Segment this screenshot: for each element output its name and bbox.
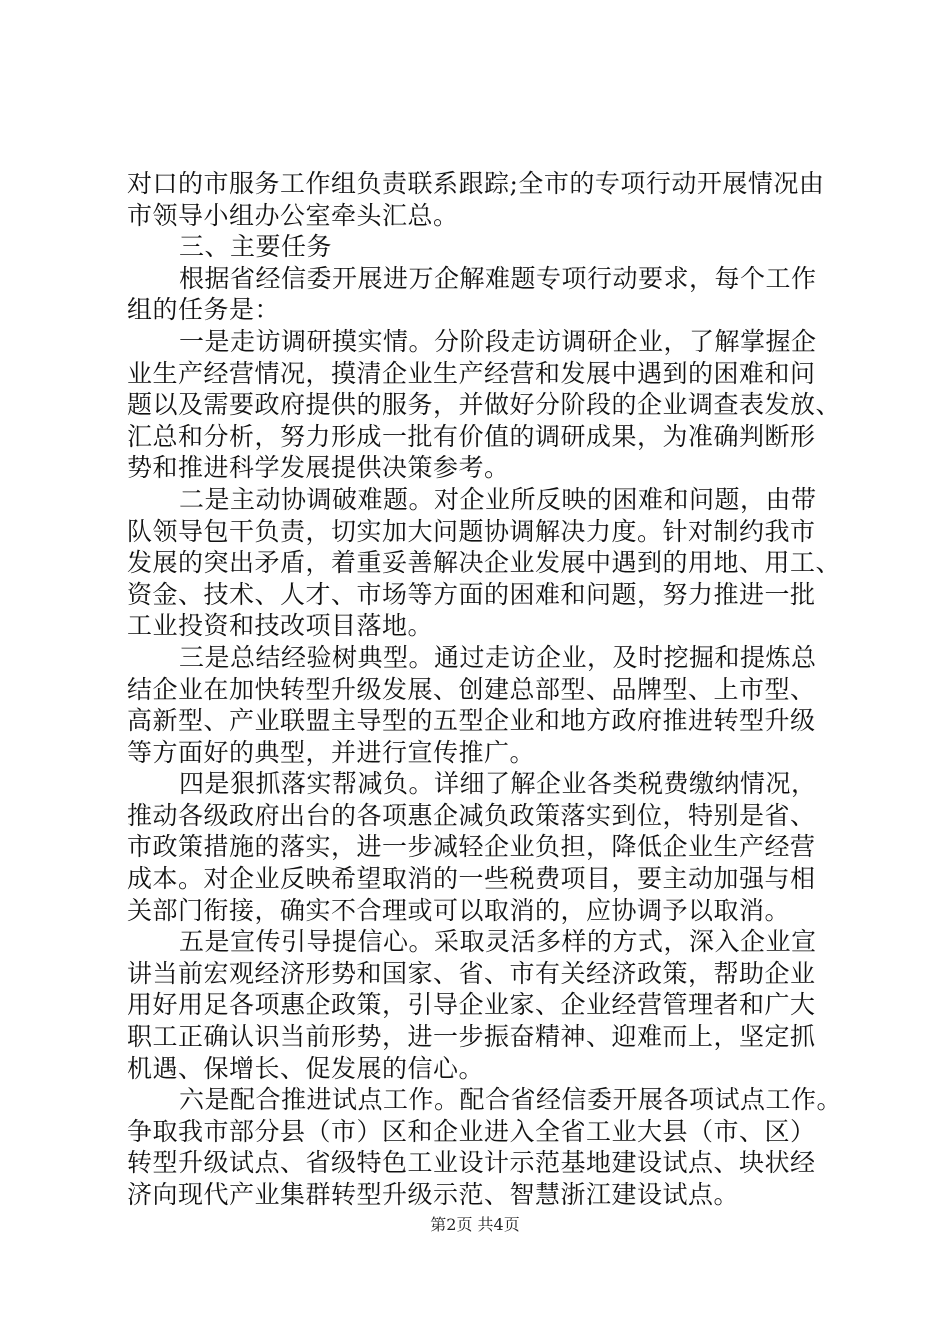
text-line: 根据省经信委开展进万企解难题专项行动要求，每个工作: [179, 263, 817, 293]
text-line: 市政策措施的落实，进一步减轻企业负担，降低企业生产经营: [127, 832, 816, 862]
text-line: 对口的市服务工作组负责联系跟踪;全市的专项行动开展情况由: [127, 169, 825, 198]
text-line: 五是宣传引导提信心。采取灵活多样的方式，深入企业宣: [179, 927, 817, 957]
text-line: 结企业在加快转型升级发展、创建总部型、品牌型、上市型、: [127, 674, 816, 704]
text-line: 转型升级试点、省级特色工业设计示范基地建设试点、块状经: [127, 1148, 816, 1178]
text-line: 讲当前宏观经济形势和国家、省、市有关经济政策，帮助企业: [127, 958, 816, 988]
text-line: 汇总和分析，努力形成一批有价值的调研成果，为准确判断形: [127, 421, 816, 451]
text-line: 六是配合推进试点工作。配合省经信委开展各项试点工作。: [179, 1085, 843, 1115]
page-footer: 第2页 共4页: [430, 1215, 520, 1234]
text-line: 势和推进科学发展提供决策参考。: [127, 453, 510, 483]
text-line: 用好用足各项惠企政策，引导企业家、企业经营管理者和广大: [127, 990, 816, 1020]
text-line: 市领导小组办公室牵头汇总。: [127, 200, 459, 230]
text-line: 机遇、保增长、促发展的信心。: [127, 1053, 485, 1083]
text-line: 职工正确认识当前形势，进一步振奋精神、迎难而上，坚定抓: [127, 1022, 816, 1052]
text-line: 发展的突出矛盾，着重妥善解决企业发展中遇到的用地、用工、: [127, 548, 842, 578]
text-line: 成本。对企业反映希望取消的一些税费项目，要主动加强与相: [127, 864, 816, 894]
text-line: 一是走访调研摸实情。分阶段走访调研企业，了解掌握企: [179, 326, 817, 356]
text-line: 组的任务是：: [127, 295, 281, 325]
text-line: 等方面好的典型，并进行宣传推广。: [127, 737, 536, 767]
text-line: 关部门衔接，确实不合理或可以取消的，应协调予以取消。: [127, 895, 791, 925]
text-line: 题以及需要政府提供的服务，并做好分阶段的企业调查表发放、: [127, 390, 842, 420]
text-line: 争取我市部分县（市）区和企业进入全省工业大县（市、区）: [127, 1116, 816, 1146]
text-line: 三、主要任务: [179, 232, 333, 262]
text-line: 队领导包干负责，切实加大问题协调解决力度。针对制约我市: [127, 516, 816, 546]
document-body: [127, 168, 843, 1211]
text-line: 工业投资和技改项目落地。: [127, 611, 434, 641]
text-line: 高新型、产业联盟主导型的五型企业和地方政府推进转型升级: [127, 706, 816, 736]
text-line: 四是狠抓落实帮减负。详细了解企业各类税费缴纳情况，: [179, 769, 817, 799]
text-line: 三是总结经验树典型。通过走访企业，及时挖掘和提炼总: [179, 642, 817, 672]
text-line: 济向现代产业集群转型升级示范、智慧浙江建设试点。: [127, 1180, 740, 1209]
text-line: 资金、技术、人才、市场等方面的困难和问题，努力推进一批: [127, 579, 816, 609]
text-line: 二是主动协调破难题。对企业所反映的困难和问题，由带: [179, 484, 817, 514]
text-line: 业生产经营情况，摸清企业生产经营和发展中遇到的困难和问: [127, 358, 816, 388]
text-line: 推动各级政府出台的各项惠企减负政策落实到位，特别是省、: [127, 800, 816, 830]
